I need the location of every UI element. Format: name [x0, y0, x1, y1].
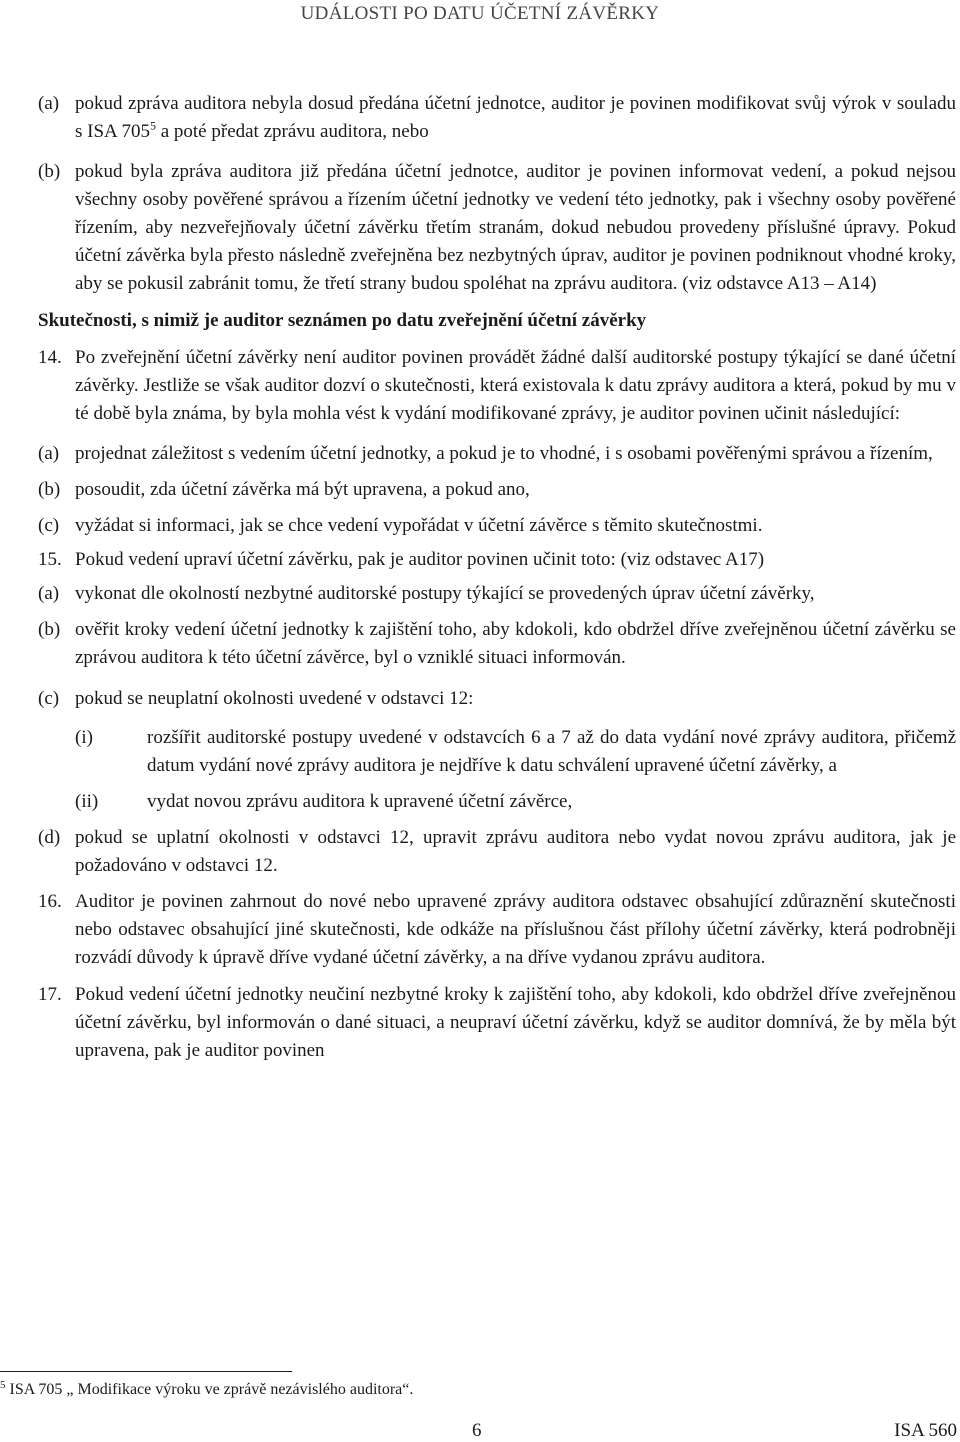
paragraph-text: Po zveřejnění účetní závěrky není auditor povinen provádět žádné další auditorské postupy týkající se dané účetní závěrky. Jestliže se však auditor dozví o skutečnosti, která existovala k datu zprávy auditora a která, pokud by mu v té době byla známa, by byla mohla vést k vydání modifikované zprávy, je auditor povinen učinit následující: — [75, 347, 956, 424]
paragraph-16 — [38, 888, 956, 972]
list-item — [38, 512, 956, 540]
list-item-text — [75, 90, 956, 146]
list-item-text: pokud se neuplatní okolnosti uvedené v odstavci 12: — [75, 688, 474, 709]
roman-item-text: rozšířit auditorské postupy uvedené v odstavcích 6 a 7 až do data vydání nové zprávy auditora, přičemž datum vydání nové zprávy auditora je nejdříve k datu schválení upravené účetní závěrky, a — [147, 727, 956, 776]
roman-list-item — [75, 788, 956, 816]
list-item-text: ověřit kroky vedení účetní jednotky k zajištění toho, aby kdokoli, kdo obdržel dříve zveřejněnou účetní závěrku se zprávou auditora k této účetní závěrce, byl o vzniklé situaci informován. — [75, 619, 956, 668]
list-item — [38, 476, 956, 504]
paragraph-14 — [38, 344, 956, 428]
paragraph-number: 16. — [38, 891, 62, 912]
paragraph-text: Pokud vedení upraví účetní závěrku, pak je auditor povinen učinit toto: (viz odstavec A17) — [75, 549, 765, 570]
list-item-text: posoudit, zda účetní závěrka má být upravena, a pokud ano, — [75, 479, 530, 500]
roman-list-item — [75, 724, 956, 780]
list-item-text: pokud se uplatní okolnosti v odstavci 12, upravit zprávu auditora nebo vydat novou zprávu auditora, jak je požadováno v odstavci 12. — [75, 827, 956, 876]
document-body — [38, 90, 956, 1065]
list-item — [38, 824, 956, 880]
paragraph-number: 17. — [38, 984, 62, 1005]
list-item-text: projednat záležitost s vedením účetní jednotky, a pokud je to vhodné, i s osobami pověřenými správou a řízením, — [75, 443, 933, 464]
list-marker: (b) — [38, 161, 61, 182]
paragraph-text: Pokud vedení účetní jednotky neučiní nezbytné kroky k zajištění toho, aby kdokoli, kdo obdržel dříve zveřejněnou účetní závěrku, byl informován o dané situaci, a neupraví účetní závěrku, když se auditor domnívá, že by měla být upravena, pak je auditor povinen — [75, 984, 956, 1061]
text-after-footnote-ref: a poté předat zprávu auditora, nebo — [155, 121, 429, 142]
paragraph-number: 14. — [38, 347, 62, 368]
roman-item-text: vydat novou zprávu auditora k upravené účetní závěrce, — [147, 791, 573, 812]
footnote-divider — [0, 1371, 292, 1372]
standard-label: ISA 560 — [894, 1420, 957, 1441]
list-marker: (c) — [38, 515, 60, 536]
list-item — [38, 685, 956, 713]
list-marker: (a) — [38, 583, 60, 604]
paragraph-17 — [38, 981, 956, 1065]
list-item-text: vykonat dle okolností nezbytné auditorské postupy týkající se provedených úprav účetní závěrky, — [75, 583, 815, 604]
list-marker: (a) — [38, 443, 60, 464]
list-marker: (c) — [38, 688, 60, 709]
text-before-footnote-ref: pokud zpráva auditora nebyla dosud předána účetní jednotce, auditor je povinen modifikovat svůj výrok v souladu s ISA 705 — [75, 93, 956, 142]
list-marker: (a) — [38, 93, 60, 114]
footnote-number: 5 — [0, 1378, 6, 1391]
list-marker: (b) — [38, 479, 61, 500]
list-item-b-report-delivered — [38, 158, 956, 298]
list-marker: (b) — [38, 619, 61, 640]
list-item — [38, 440, 956, 468]
running-header: UDÁLOSTI PO DATU ÚČETNÍ ZÁVĚRKY — [300, 3, 660, 24]
footnote-text: ISA 705 „ Modifikace výroku ve zprávě nezávislého auditora“. — [9, 1381, 414, 1398]
paragraph-number: 15. — [38, 549, 62, 570]
section-heading: Skutečnosti, s nimiž je auditor seznámen po datu zveřejnění účetní závěrky — [38, 310, 647, 331]
list-item — [38, 616, 956, 672]
paragraph-15 — [38, 546, 956, 574]
roman-marker: (i) — [75, 727, 93, 748]
list-item-text: vyžádat si informaci, jak se chce vedení vypořádat v účetní závěrce s těmito skutečnostmi. — [75, 515, 763, 536]
footnote-reference: 5 — [149, 118, 156, 133]
page-number: 6 — [472, 1420, 482, 1441]
list-item-a-modify-opinion — [38, 90, 956, 146]
paragraph-text: Auditor je povinen zahrnout do nové nebo upravené zprávy auditora odstavec obsahující zdůraznění skutečnosti nebo odstavec obsahující jiné skutečnosti, kde odkáže na příslušnou část přílohy účetní závěrky, která podrobněji rozvádí důvody k úpravě dříve vydané účetní závěrky, a na dříve vydanou zprávu auditora. — [75, 891, 956, 968]
footnote — [0, 1379, 413, 1401]
list-marker: (d) — [38, 827, 61, 848]
roman-marker: (ii) — [75, 791, 99, 812]
list-item-text: pokud byla zpráva auditora již předána účetní jednotce, auditor je povinen informovat vedení, a pokud nejsou všechny osoby pověřené správou a řízením účetní jednotky ve vedení této jednotky, pak i všechny osoby pověřené řízením, aby nezveřejňovaly účetní závěrku třetím stranám, dokud nebudou provedeny příslušné úpravy. Pokud účetní závěrka byla přesto následně zveřejněna bez nezbytných úprav, auditor je povinen podniknout vhodné kroky, aby se pokusil zabránit tomu, že třetí strany budou spoléhat na zprávu auditora. (viz odstavce A13 – A14) — [75, 161, 956, 294]
list-item — [38, 580, 956, 608]
